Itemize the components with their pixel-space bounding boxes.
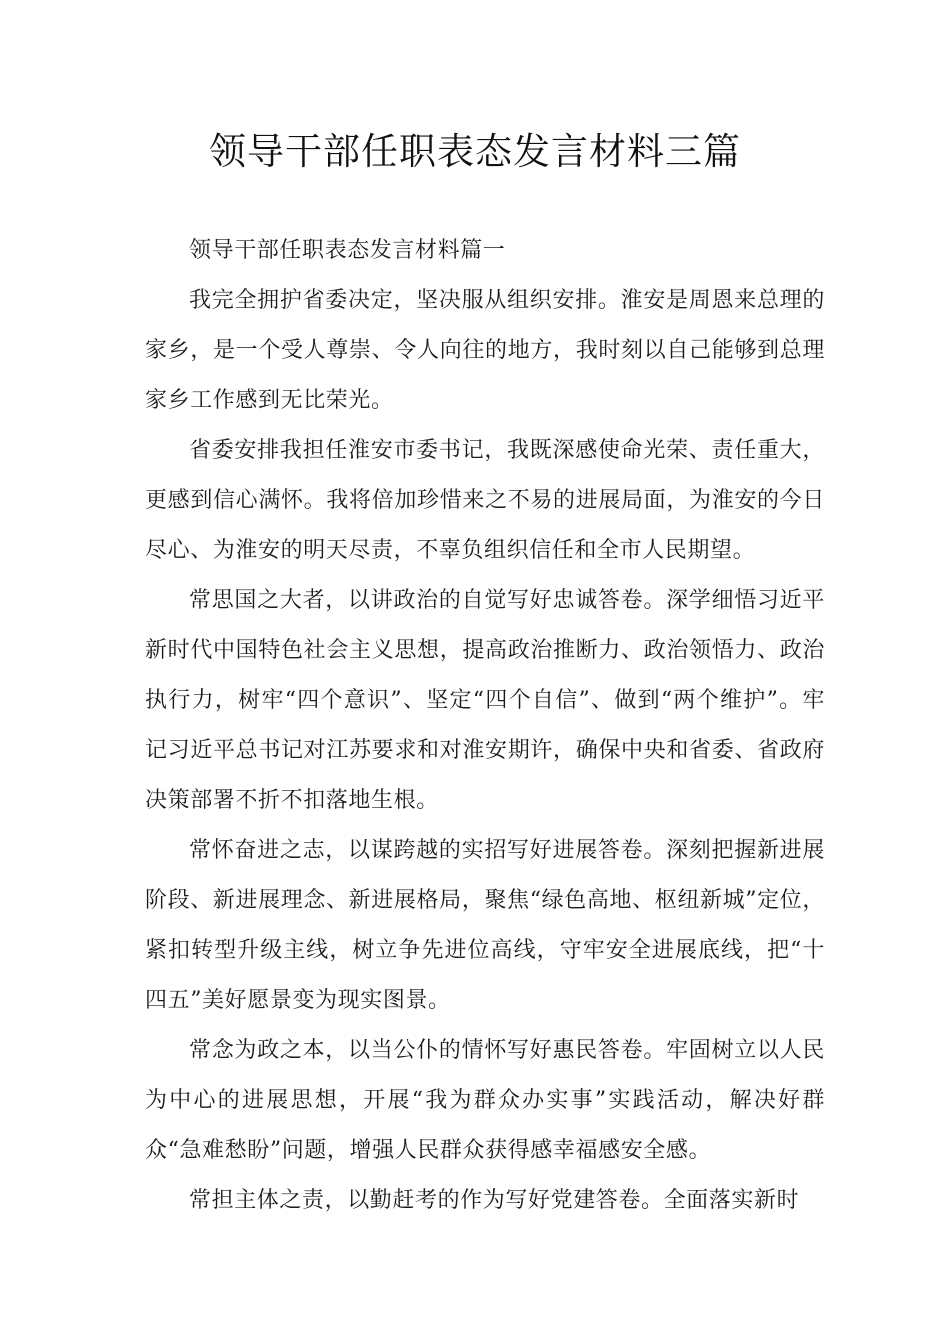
paragraph: 常念为政之本，以当公仆的情怀写好惠民答卷。牢固树立以人民为中心的进展思想，开展“我为群众办实事”实践活动，解决好群众“急难愁盼”问题，增强人民群众获得感幸福感安全感。 — [145, 1038, 825, 1163]
paragraph: 常思国之大者，以讲政治的自觉写好忠诚答卷。深学细悟习近平新时代中国特色社会主义思想，提高政治推断力、政治领悟力、政治执行力，树牢“四个意识”、坚定“四个自信”、做到“两个维护”。牢记习近平总书记对江苏要求和对淮安期许，确保中央和省委、省政府决策部署不折不扣落地生根。 — [145, 588, 825, 813]
document-body — [145, 226, 825, 1226]
section-heading: 领导干部任职表态发言材料篇一 — [189, 238, 506, 263]
paragraph: 省委安排我担任淮安市委书记，我既深感使命光荣、责任重大，更感到信心满怀。我将倍加珍惜来之不易的进展局面，为淮安的今日尽心、为淮安的明天尽责，不辜负组织信任和全市人民期望。 — [145, 438, 825, 563]
paragraph: 常怀奋进之志，以谋跨越的实招写好进展答卷。深刻把握新进展阶段、新进展理念、新进展格局，聚焦“绿色高地、枢纽新城”定位，紧扣转型升级主线，树立争先进位高线，守牢安全进展底线，把“十四五”美好愿景变为现实图景。 — [145, 838, 825, 1013]
paragraph: 常担主体之责，以勤赶考的作为写好党建答卷。全面落实新时 — [189, 1188, 800, 1213]
document-title: 领导干部任职表态发言材料三篇 — [209, 130, 741, 173]
paragraph: 我完全拥护省委决定，坚决服从组织安排。淮安是周恩来总理的家乡，是一个受人尊崇、令人向往的地方，我时刻以自己能够到总理家乡工作感到无比荣光。 — [145, 288, 825, 413]
